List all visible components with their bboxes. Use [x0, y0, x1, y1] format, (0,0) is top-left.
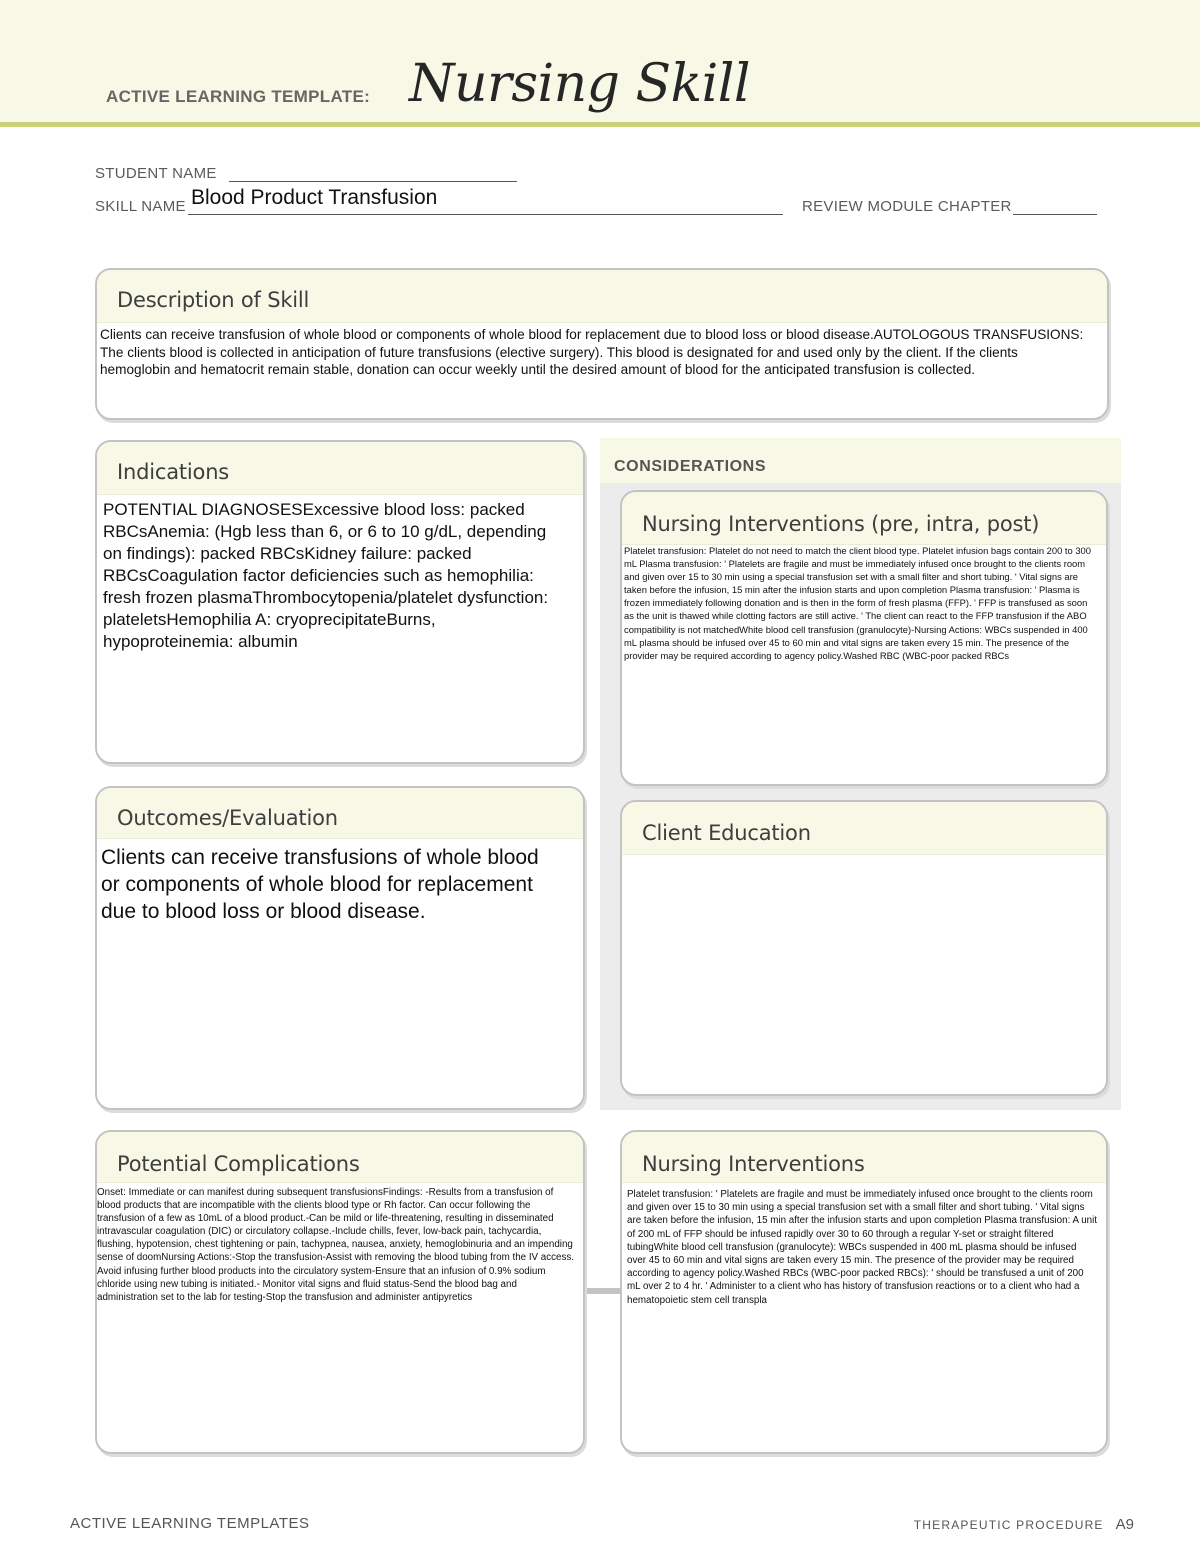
- description-title: Description of Skill: [117, 288, 310, 312]
- footer-right: [914, 1516, 1134, 1533]
- description-box: [95, 268, 1109, 420]
- box-connector: [583, 1288, 620, 1294]
- client-education-title: Client Education: [642, 821, 811, 845]
- outcomes-text[interactable]: Clients can receive transfusions of whole blood or components of whole blood for replacement due to blood loss or blood disease.: [101, 846, 539, 923]
- indications-text[interactable]: POTENTIAL DIAGNOSESExcessive blood loss: packed RBCsAnemia: (Hgb less than 6, or 6 to 10 g/dL, depending on findings): packed RBCsKidney failure: packed RBCsCoagulation factor deficiencies such as hemophilia: fresh frozen plasmaThrombocytopenia/platelet dysfunction: plateletsHemophilia A: cryoprecipitateBurns, hypoproteinemia: albumin: [103, 500, 549, 651]
- skill-name-field[interactable]: [188, 214, 783, 215]
- student-name-field[interactable]: [229, 181, 517, 182]
- nursing-interventions-title: Nursing Interventions: [642, 1152, 865, 1176]
- outcomes-title: Outcomes/Evaluation: [117, 806, 338, 830]
- indications-box: [95, 440, 585, 764]
- considerations-title: CONSIDERATIONS: [614, 458, 767, 475]
- footer-procedure-label: THERAPEUTIC PROCEDURE: [913, 1518, 1104, 1532]
- indications-title: Indications: [117, 460, 230, 484]
- nursing-interventions-pip-title: Nursing Interventions (pre, intra, post): [642, 512, 1040, 536]
- description-text[interactable]: Clients can receive transfusion of whole blood or components of whole blood for replacement due to blood loss or blood disease.AUTOLOGOUS TRANSFUSIONS: The clients blood is collected in anticipation of future transfusions (elective surgery). This blood is designated for and used only by the client. If the clients hemoglobin and hematocrit remain stable, donation can occur weekly until the desired amount of blood for the anticipated transfusion is collected.: [100, 327, 1084, 378]
- page-number: A9: [1115, 1516, 1134, 1533]
- header-rule: [0, 122, 1200, 127]
- complications-title: Potential Complications: [117, 1152, 360, 1176]
- client-education-box: [620, 800, 1108, 1096]
- template-label: ACTIVE LEARNING TEMPLATE:: [106, 87, 371, 106]
- footer-left: ACTIVE LEARNING TEMPLATES: [70, 1515, 310, 1532]
- skill-name-value: Blood Product Transfusion: [191, 186, 438, 209]
- nursing-interventions-pip-box: [620, 490, 1108, 786]
- nursing-interventions-box: [620, 1130, 1108, 1454]
- complications-box: [95, 1130, 585, 1454]
- review-module-field[interactable]: [1013, 214, 1097, 215]
- template-title: Nursing Skill: [409, 54, 750, 114]
- nursing-interventions-text[interactable]: Platelet transfusion: ' Platelets are fragile and must be immediately infused once brought to the clients room and given over 15 to 30 min using a special transfusion set with a small filter and short tubing. ' Vital signs are taken before the infusion, 15 min after the infusion starts and upon completion Plasma transfusion: A unit of 200 mL of FFP should be infused rapidly over 30 to 60 through a regular Y-set or straight filtered tubingWhite blood cell transfusion (granulocyte): WBCs suspended in 400 mL plasma should be infused over 45 to 60 min and vital signs are taken every 15 min. The presence of the provider may be required according to agency policy.Washed RBCs (WBC-poor packed RBCs): ' should be transfused a unit of 200 mL over 2 to 4 hr. ' Administer to a client who has history of transfusion reactions or to a client who had a hematopoietic stem cell transpla: [627, 1189, 1097, 1306]
- skill-name-label: SKILL NAME: [95, 198, 186, 215]
- complications-text[interactable]: Onset: Immediate or can manifest during subsequent transfusionsFindings: -Results from a transfusion of blood products that are incompatible with the clients blood type or Rh factor. Can occur following the transfusion of a few as 10mL of a blood product.-Can be mild or life-threatening, resulting in disseminated intravascular coagulation (DIC) or circulatory collapse.-Include chills, fever, low-back pain, tachycardia, flushing, hypotension, chest tightening or pain, tachypnea, nausea, anxiety, hemoglobinuria and an impending sense of doomNursing Actions:-Stop the transfusion-Assist with removing the blood tubing from the IV access. Avoid infusing further blood products into the circulatory system-Ensure that an infusion of 0.9% sodium chloride using new tubing is initiated.- Monitor vital signs and fluid status-Send the blood bag and administration set to the lab for testing-Stop the transfusion and administer antipyretics: [97, 1187, 575, 1303]
- nursing-interventions-pip-text[interactable]: Platelet transfusion: Platelet do not need to match the client blood type. Platelet infusion bags contain 200 to 300 mL Plasma transfusion: ' Platelets are fragile and must be immediately infused once brought to the clients room and given over 15 to 30 min using a special transfusion set with a small filter and short tubing. ' Vital signs are taken before the infusion, 15 min after the infusion starts and upon completion Plasma transfusion: ' Plasma is frozen immediately following donation and is then in the form of fresh plasma (FFP). ' FFP is transfused as soon as the unit is thawed while clotting factors are still active. ' The client can react to the FFP transfusion if the ABO compatibility is not matchedWhite blood cell transfusion (granulocyte)-Nursing Actions: WBCs suspended in 400 mL plasma should be infused over 45 to 60 min and vital signs are taken every 15 min. The presence of the provider may be required according to agency policy.Washed RBC (WBC-poor packed RBCs: [624, 545, 1091, 661]
- outcomes-box: [95, 786, 585, 1110]
- student-name-label: STUDENT NAME: [95, 165, 217, 182]
- review-module-label: REVIEW MODULE CHAPTER: [802, 198, 1012, 215]
